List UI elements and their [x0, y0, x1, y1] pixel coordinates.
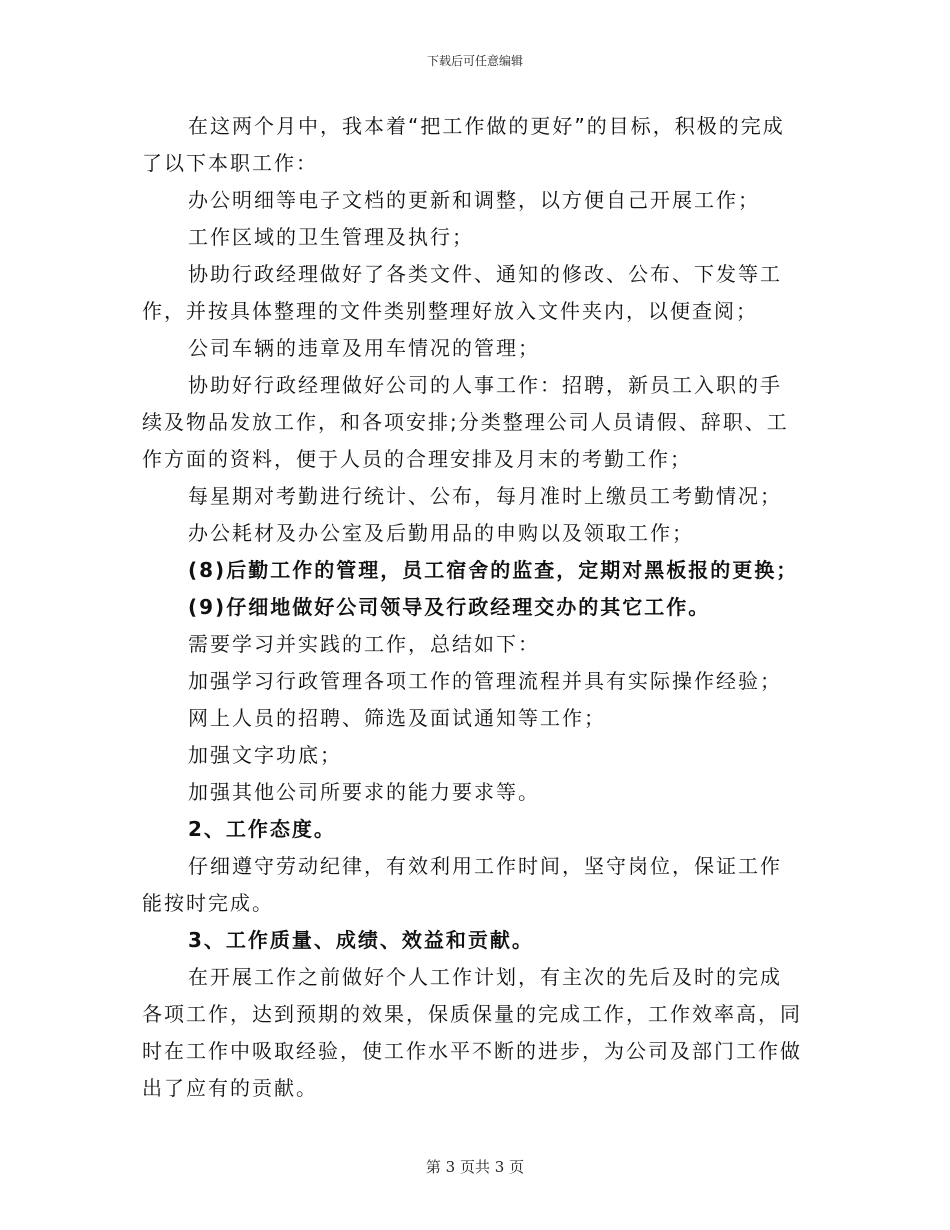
paragraph: 加强其他公司所要求的能力要求等。 — [188, 780, 540, 804]
bold-paragraph: (9)仔细地做好公司领导及行政经理交办的其它工作。 — [188, 595, 711, 619]
section-heading: 2、工作态度。 — [188, 817, 336, 841]
paragraph: 办公明细等电子文档的更新和调整，以方便自己开展工作； — [188, 188, 760, 212]
paragraph: 协助好行政经理做好公司的人事工作：招聘，新员工入职的手续及物品发放工作，和各项安排;分类整理公司人员请假、辞职、工作方面的资料，便于人员的合理安排及月末的考勤工作； — [142, 373, 789, 471]
paragraph: 办公耗材及办公室及后勤用品的申购以及领取工作； — [188, 521, 694, 545]
paragraph: 在开展工作之前做好个人工作计划，有主次的先后及时的完成各项工作，达到预期的效果，保质保量的完成工作，工作效率高，同时在工作中吸取经验，使工作水平不断的进步，为公司及部门工作做出了应有的贡献。 — [142, 965, 802, 1100]
bold-paragraph: (8)后勤工作的管理，员工宿舍的监查，定期对黑板报的更换； — [188, 558, 799, 582]
paragraph: 公司车辆的违章及用车情况的管理； — [188, 336, 540, 360]
paragraph: 加强文字功底； — [188, 743, 342, 767]
document-body — [142, 108, 802, 1107]
page-header: 下载后可任意编辑 — [426, 54, 523, 68]
section-heading: 3、工作质量、成绩、效益和贡献。 — [188, 928, 534, 952]
paragraph: 网上人员的招聘、筛选及面试通知等工作； — [188, 706, 606, 730]
paragraph: 工作区域的卫生管理及执行； — [188, 225, 474, 249]
paragraph: 加强学习行政管理各项工作的管理流程并具有实际操作经验； — [188, 669, 782, 693]
paragraph: 协助行政经理做好了各类文件、通知的修改、公布、下发等工作，并按具体整理的文件类别整理好放入文件夹内，以便查阅； — [142, 262, 782, 323]
paragraph: 仔细遵守劳动纪律，有效利用工作时间，坚守岗位，保证工作能按时完成。 — [142, 854, 782, 915]
page-footer: 第 3 页共 3 页 — [425, 1158, 525, 1176]
paragraph: 需要学习并实践的工作，总结如下： — [188, 632, 540, 656]
paragraph: 每星期对考勤进行统计、公布，每月准时上缴员工考勤情况； — [188, 484, 782, 508]
paragraph: 在这两个月中，我本着“把工作做的更好”的目标，积极的完成了以下本职工作： — [142, 114, 785, 175]
